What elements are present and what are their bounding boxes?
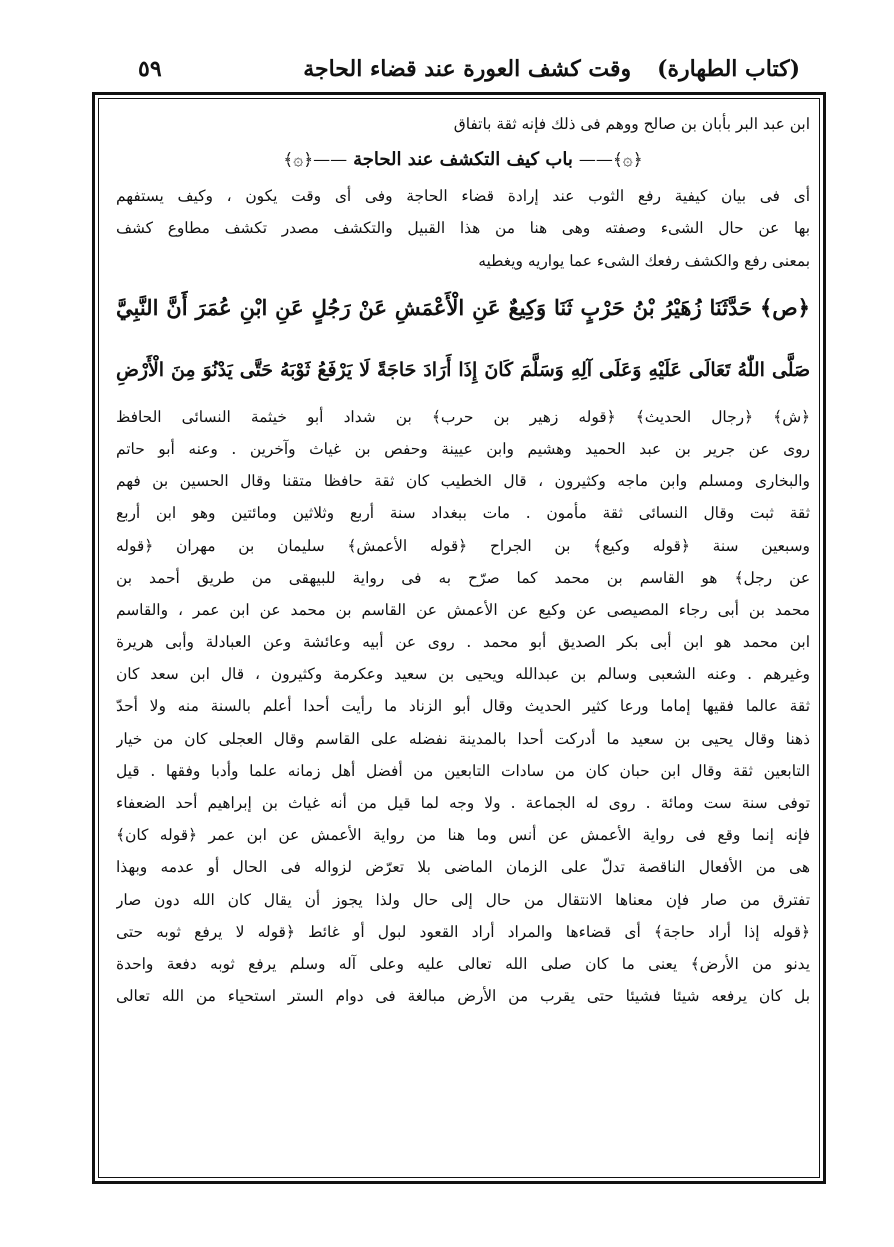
commentary-line: فإنه إنما وقع فى رواية الأعمش عن أنس وما هنا من رواية الأعمش عن ابن عمر ﴿قوله كان﴾ bbox=[116, 826, 810, 845]
explanation-line: بمعنى رفع والكشف رفعك الشىء عما يواريه ويغطيه bbox=[478, 251, 810, 270]
commentary-line: ثقة ثبت وقال النسائى ثقة مأمون . مات ببغداد سنة أربع وثلاثين ومائتين وهو ابن أربع bbox=[116, 504, 810, 523]
commentary-line: توفى سنة ست ومائة . روى له الجماعة . ولا وجه لما قيل من أنه غياث بن إبراهيم أحد الضعفاء bbox=[116, 794, 810, 812]
commentary-line: يدنو من الأرض﴾ يعنى ما كان صلى الله تعالى عليه وعلى آله وسلم يرفع ثوبه دفعة واحدة bbox=[116, 954, 810, 973]
hadith-text-line: صَلَّى اللّٰهُ تَعَالَى عَلَيْهِ وَعَلَى آلِهِ وَسَلَّمَ كَانَ إِذَا أَرَادَ حَاجَةً لَا يَرْفَعُ ثَوْبَهُ حَتَّى يَدْنُوَ مِنَ الْأَرْضِ bbox=[116, 358, 810, 381]
commentary-line: بل كان يرفعه شيئا فشيئا حتى يقرب من الأرض مبالغة فى دوام الستر استحياء من الله تعالى bbox=[116, 987, 810, 1006]
commentary-line: روى عن جرير بن عبد الحميد وهشيم وابن عيينة وحفص بن غياث وآخرين . وعنه أبو حاتم bbox=[116, 439, 810, 458]
commentary-line: ذهنا وقال يحيى بن سعيد ما أدركت أحدا بالمدينة نفضله على القاسم وقال العجلى كان من خيار bbox=[116, 729, 810, 748]
commentary-line: تفترق من صار فإن معناها الانتقال من حال إلى حال ولذا يجوز أن يقال كان الله دون صار bbox=[116, 890, 810, 909]
explanation-line: أى فى بيان كيفية رفع الثوب عند إرادة قضاء الحاجة وفى أى وقت يكون ، وكيف يستفهم bbox=[116, 187, 810, 206]
commentary-line: ﴿ش﴾ ﴿رجال الحديث﴾ ﴿قوله زهير بن حرب﴾ بن شداد أبو خيثمة النسائى الحافظ bbox=[116, 407, 810, 426]
commentary-line: هى من الأفعال الناقصة تدلّ على الزمان الماضى بلا تعرّض لزواله فى الحال أو عدمه وبهذا bbox=[116, 858, 810, 877]
page-number: ٥٩ bbox=[138, 56, 162, 82]
chapter-heading bbox=[116, 140, 810, 180]
commentary-line: عن رجل﴾ هو القاسم بن محمد كما صرّح به فى رواية للبيهقى من طريق أحمد بن bbox=[116, 568, 810, 587]
section-title: وقت كشف العورة عند قضاء الحاجة bbox=[303, 56, 632, 82]
explanation-line: بها عن حال الشىء وصفته وهى هنا من هذا القبيل والتكشف مصدر تكشف مطاوع كشف bbox=[116, 219, 810, 238]
commentary-line: محمد بن أبى رجاء المصيصى عن وكيع عن الأعمش عن القاسم بن محمد عن ابن عمر ، والقاسم bbox=[116, 600, 810, 619]
page-content bbox=[116, 108, 810, 1174]
chapter-ornament-right: ﴿۞﴾—— bbox=[578, 150, 643, 171]
page-header bbox=[120, 52, 800, 92]
commentary-line: ابن محمد هو ابن أبى بكر الصديق أبو محمد . روى عن أبيه وعائشة وعن العبادلة وأبى هريرة bbox=[116, 633, 810, 652]
hadith-text-line: ﴿ص﴾ حَدَّثَنَا زُهَيْرُ بْنُ حَرْبٍ ثَنَا وَكِيعٌ عَنِ الْأَعْمَشِ عَنْ رَجُلٍ عَنِ ابْنِ عُمَرَ أَنَّ النَّبِيَّ bbox=[116, 294, 810, 320]
chapter-ornament-left: ——﴿۞﴾ bbox=[283, 150, 348, 171]
commentary-line: وغيرهم . وعنه الشعبى وسالم بن عبدالله ويحيى بن سعيد وعكرمة وكثيرون ، قال ابن سعد كان bbox=[116, 665, 810, 684]
intro-line: ابن عبد البر بأبان بن صالح ووهم فى ذلك فإنه ثقة باتفاق bbox=[453, 115, 810, 133]
chapter-title: باب كيف التكشف عند الحاجة bbox=[353, 149, 573, 171]
commentary-line: ﴿قوله إذا أراد حاجة﴾ أى قضاءها والمراد أراد القعود لبول أو غائط ﴿قوله لا يرفع ثوبه حتى bbox=[116, 922, 810, 941]
book-title: (كتاب الطهارة) bbox=[657, 56, 800, 82]
commentary-line: ثقة عالما فقيها إماما ورعا كثير الحديث وقال أبو الزناد ما رأيت أحدا أعلم بالسنة منه ولا أحدّ bbox=[116, 697, 810, 716]
commentary-line: التابعين ثقة وقال ابن حبان كان من سادات التابعين من أفضل أهل زمانه علما وأدبا وفقها . قيل bbox=[116, 761, 810, 780]
running-head bbox=[303, 56, 800, 82]
commentary-line: وسبعين سنة ﴿قوله وكيع﴾ بن الجراح ﴿قوله الأعمش﴾ سليمان بن مهران ﴿قوله bbox=[116, 536, 810, 555]
commentary-line: والبخارى ومسلم وابن ماجه وكثيرون ، قال الخطيب كان ثقة حافظا متقنا وقال الحسين بن فهم bbox=[116, 472, 810, 491]
